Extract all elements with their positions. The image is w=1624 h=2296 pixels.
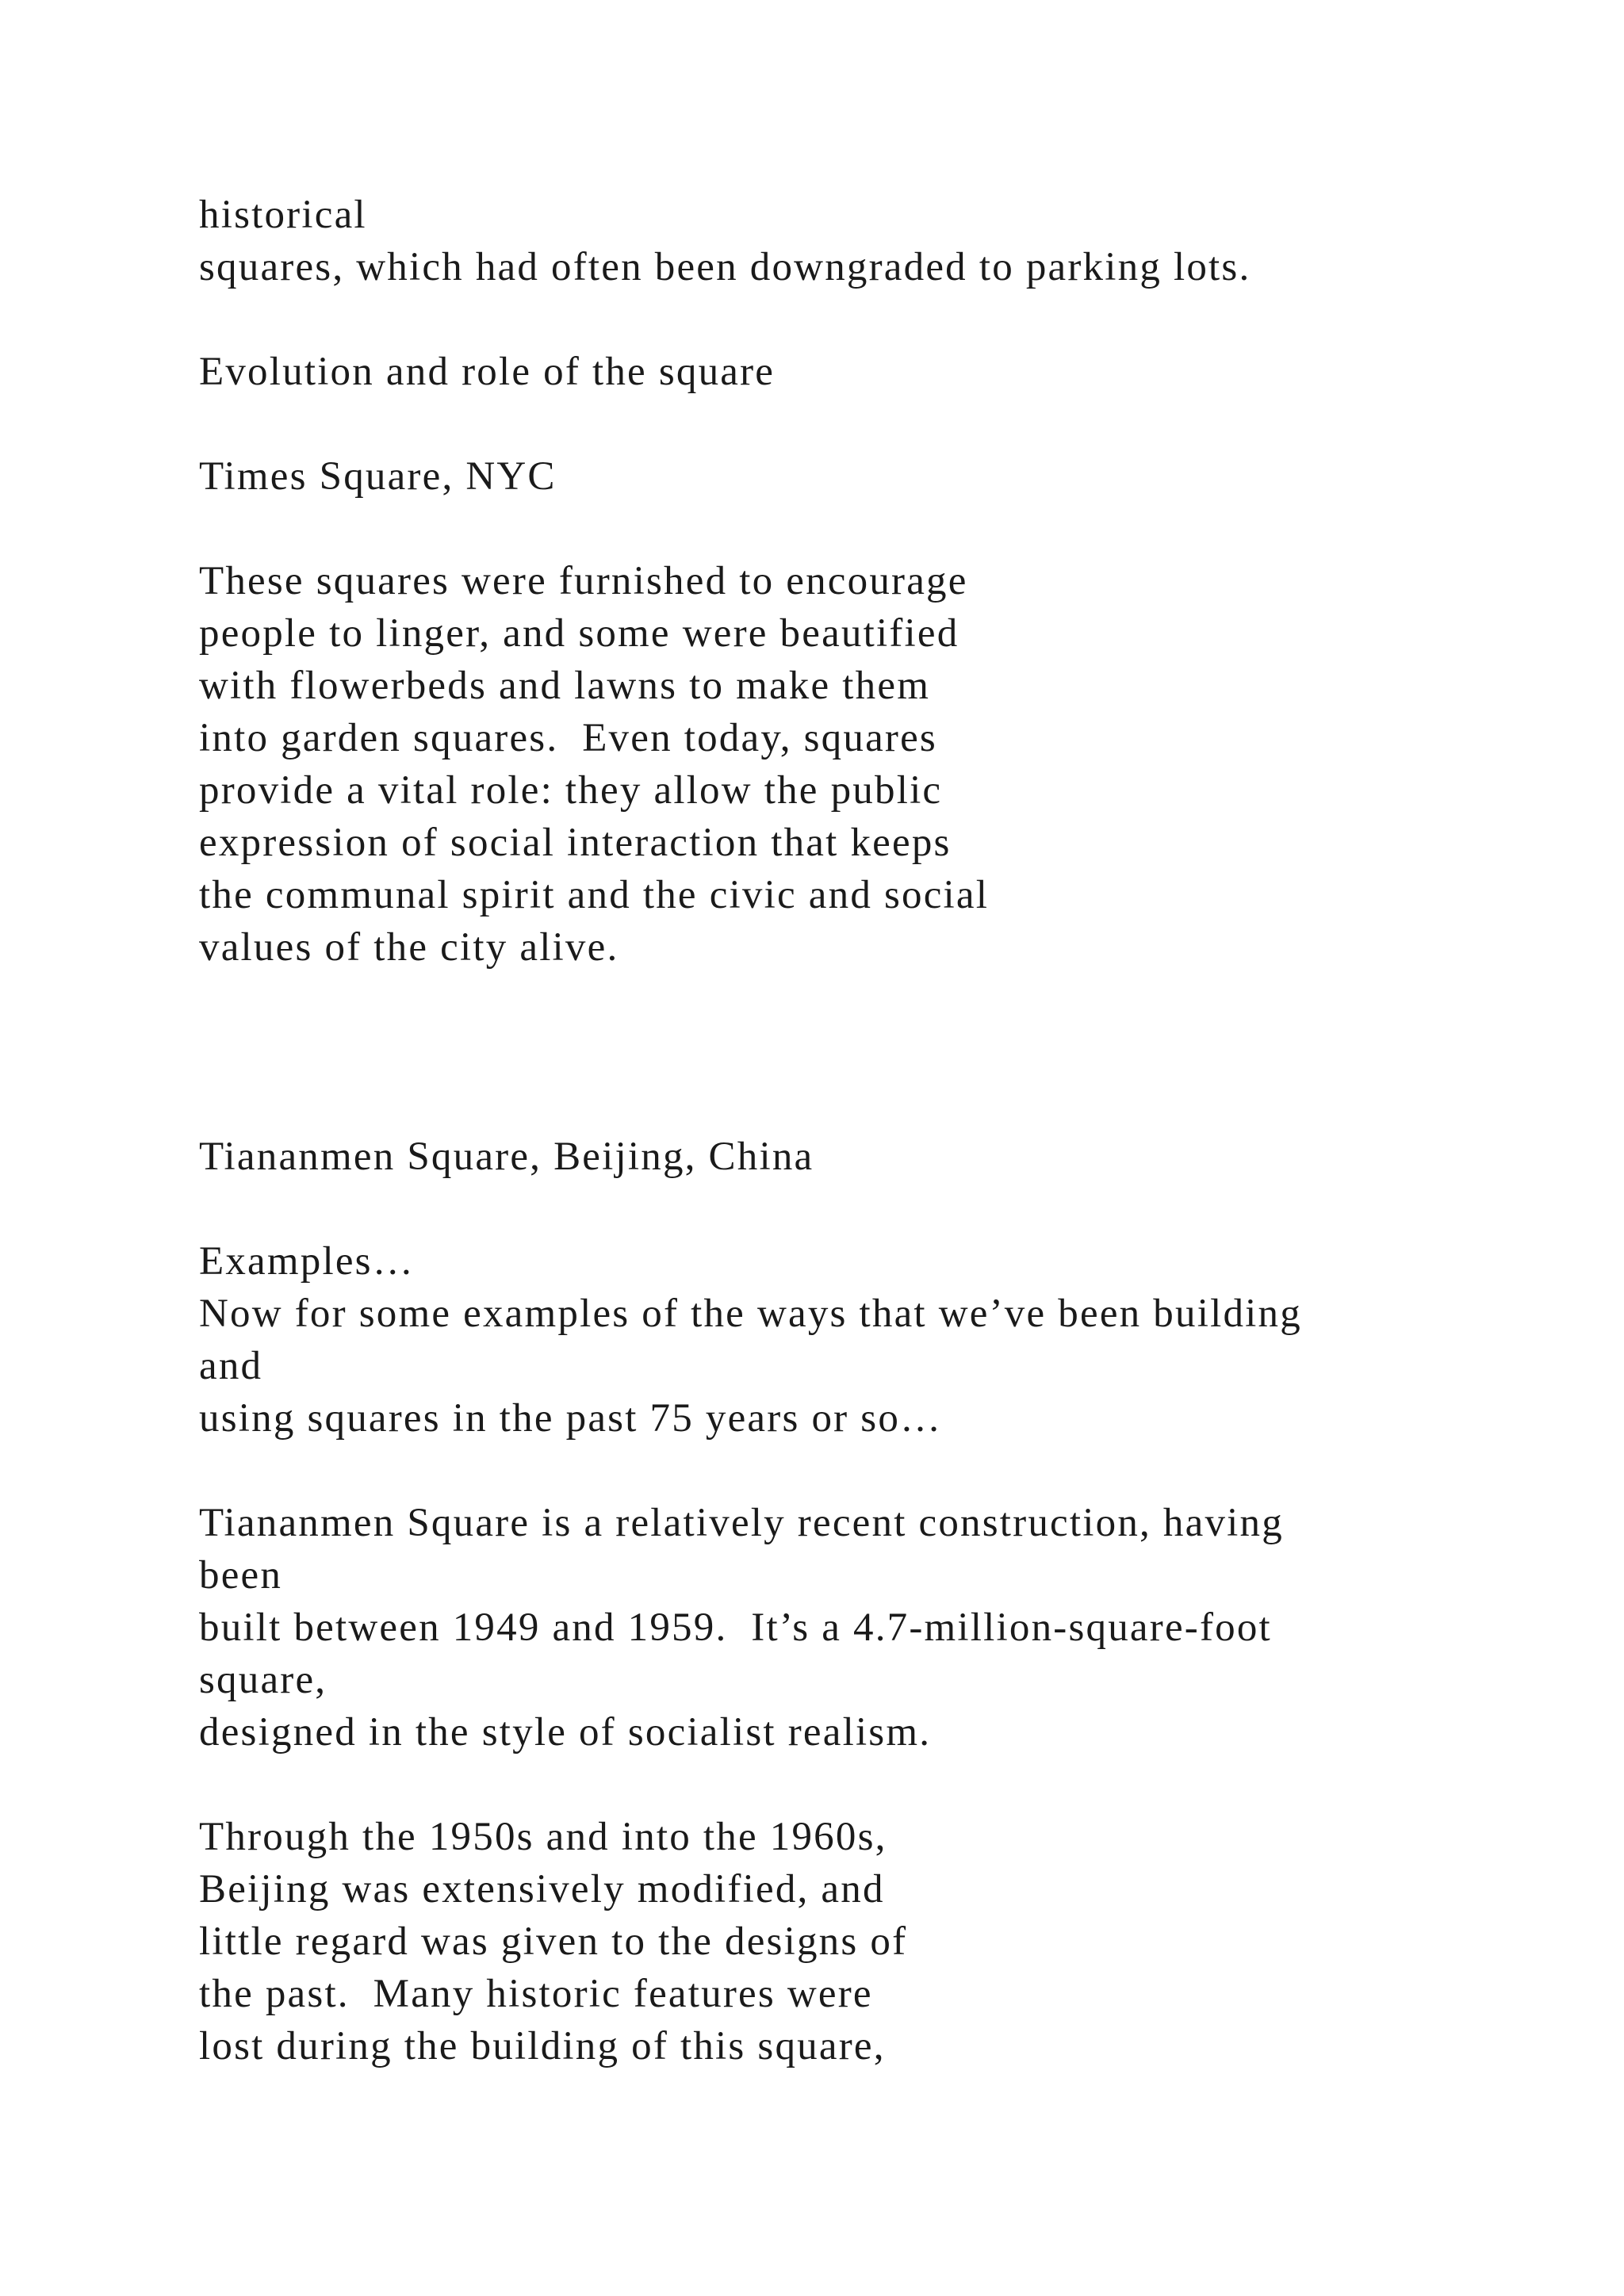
- text-line: into garden squares. Even today, squares: [199, 716, 937, 760]
- text-line: historical: [199, 193, 367, 237]
- section-heading: Evolution and role of the square: [199, 350, 776, 394]
- text-line: square,: [199, 1658, 327, 1702]
- text-line: Through the 1950s and into the 1960s,: [199, 1815, 887, 1859]
- blank-line: [199, 1078, 1547, 1131]
- blank-line: [199, 974, 1547, 1026]
- blank-line: [199, 1445, 1547, 1497]
- text-line: squares, which had often been downgraded to parking lots.: [199, 245, 1251, 289]
- text-line: built between 1949 and 1959. It’s a 4.7-million-square-foot: [199, 1605, 1272, 1650]
- blank-line: [199, 398, 1547, 450]
- text-line: using squares in the past 75 years or so…: [199, 1396, 943, 1441]
- text-line: values of the city alive.: [199, 925, 619, 970]
- text-line: been: [199, 1553, 283, 1598]
- blank-line: [199, 1026, 1547, 1078]
- text-line: the communal spirit and the civic and social: [199, 873, 990, 917]
- text-line: expression of social interaction that keeps: [199, 821, 952, 865]
- text-line: the past. Many historic features were: [199, 1972, 873, 2016]
- text-line: provide a vital role: they allow the public: [199, 768, 943, 813]
- blank-line: [199, 1183, 1547, 1235]
- image-caption: Times Square, NYC: [199, 454, 557, 499]
- text-line: Beijing was extensively modified, and: [199, 1867, 885, 1911]
- text-line: Now for some examples of the ways that we’ve been building: [199, 1292, 1302, 1336]
- text-line: designed in the style of socialist realism.: [199, 1710, 932, 1755]
- blank-line: [199, 503, 1547, 555]
- image-caption: Tiananmen Square, Beijing, China: [199, 1135, 814, 1179]
- text-line: These squares were furnished to encourage: [199, 559, 968, 603]
- text-line: Tiananmen Square is a relatively recent construction, having: [199, 1501, 1284, 1545]
- text-line: little regard was given to the designs of: [199, 1919, 908, 1964]
- text-line: with flowerbeds and lawns to make them: [199, 664, 931, 708]
- text-line: and: [199, 1344, 263, 1388]
- blank-line: [199, 293, 1547, 346]
- section-heading: Examples…: [199, 1239, 415, 1284]
- blank-line: [199, 1758, 1547, 1811]
- text-line: people to linger, and some were beautified: [199, 611, 959, 656]
- document-body: [199, 189, 1547, 2072]
- text-line: lost during the building of this square,: [199, 2024, 886, 2068]
